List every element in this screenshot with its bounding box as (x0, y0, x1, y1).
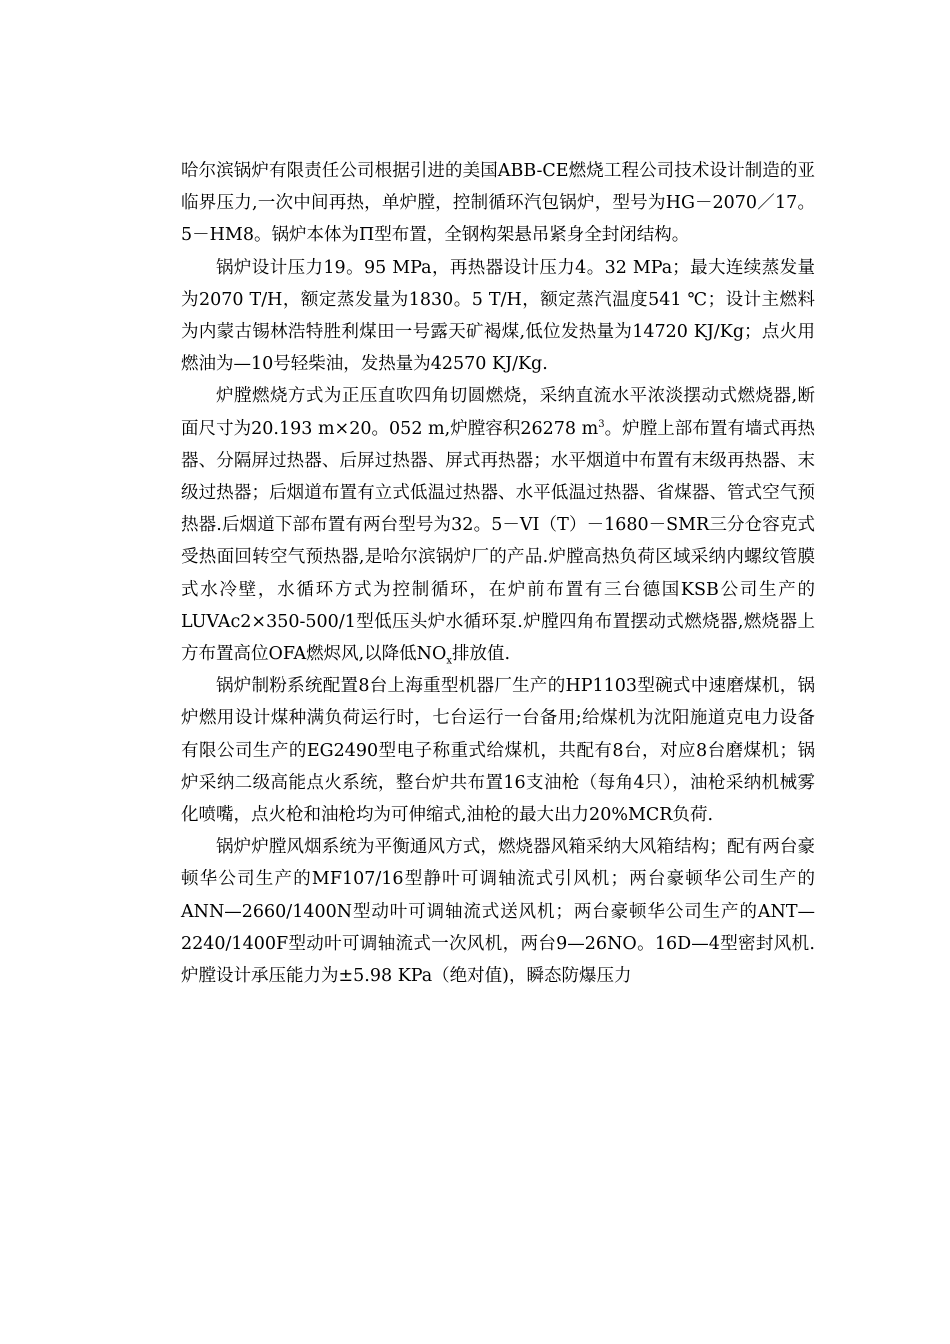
paragraph-1: 哈尔滨锅炉有限责任公司根据引进的美国ABB-CE燃烧工程公司技术设计制造的亚临界压力,一次中间再热，单炉膛，控制循环汽包锅炉，型号为HG－2070／17。5－HM8。锅炉本体为Π型布置，全钢构架悬吊紧身全封闭结构。 (181, 161, 815, 246)
paragraph-3-part-c: 排放值. (451, 644, 511, 665)
paragraph-5: 锅炉炉膛风烟系统为平衡通风方式，燃烧器风箱采纳大风箱结构；配有两台豪顿华公司生产的MF107/16型静叶可调轴流式引风机；两台豪顿华公司生产的ANN—2660/1400N型动叶可调轴流式送风机；两台豪顿华公司生产的ANT—2240/1400F型动叶可调轴流式一次风机，两台9—26NO。16D—4型密封风机.炉膛设计承压能力为±5.98 KPa（绝对值)，瞬态防爆压力 (181, 837, 815, 987)
paragraph-3-part-b: 。炉膛上部布置有墙式再热器、分隔屏过热器、后屏过热器、屏式再热器；水平烟道中布置有末级再热器、末级过热器；后烟道布置有立式低温过热器、水平低温过热器、省煤器、管式空气预热器.后烟道下部布置有两台型号为32。5－VI（T）－1680－SMR三分仓容克式受热面回转空气预热器,是哈尔滨锅炉厂的产品.炉膛高热负荷区域采纳内螺纹管膜式水冷壁，水循环方式为控制循环，在炉前布置有三台德国KSB公司生产的LUVAc2×350-500/1型低压头炉水循环泵.炉膛四角布置摆动式燃烧器,燃烧器上方布置高位OFA燃烬风,以降低NO (181, 418, 815, 665)
paragraph-3 (181, 380, 815, 670)
paragraph-2: 锅炉设计压力19。95 MPa，再热器设计压力4。32 MPa；最大连续蒸发量为2070 T/H，额定蒸发量为1830。5 T/H，额定蒸汽温度541 ℃；设计主燃料为内蒙古锡林浩特胜利煤田一号露天矿褐煤,低位发热量为14720 KJ/Kg；点火用燃油为—10号轻柴油，发热量为42570 KJ/Kg. (181, 257, 815, 375)
document-body (181, 155, 815, 992)
superscript-3: 3 (598, 418, 605, 430)
paragraph-3-part-a: 炉膛燃烧方式为正压直吹四角切圆燃烧，采纳直流水平浓淡摆动式燃烧器,断面尺寸为20.193 m×20。052 m,炉膛容积26278 m (181, 386, 815, 439)
subscript-x: x (446, 655, 452, 667)
paragraph-4: 锅炉制粉系统配置8台上海重型机器厂生产的HP1103型碗式中速磨煤机，锅炉燃用设计煤种满负荷运行时，七台运行一台备用;给煤机为沈阳施道克电力设备有限公司生产的EG2490型电子称重式给煤机，共配有8台，对应8台磨煤机；锅炉采纳二级高能点火系统，整台炉共布置16支油枪（每角4只），油枪采纳机械雾化喷嘴，点火枪和油枪均为可伸缩式,油枪的最大出力20%MCR负荷. (181, 676, 815, 826)
